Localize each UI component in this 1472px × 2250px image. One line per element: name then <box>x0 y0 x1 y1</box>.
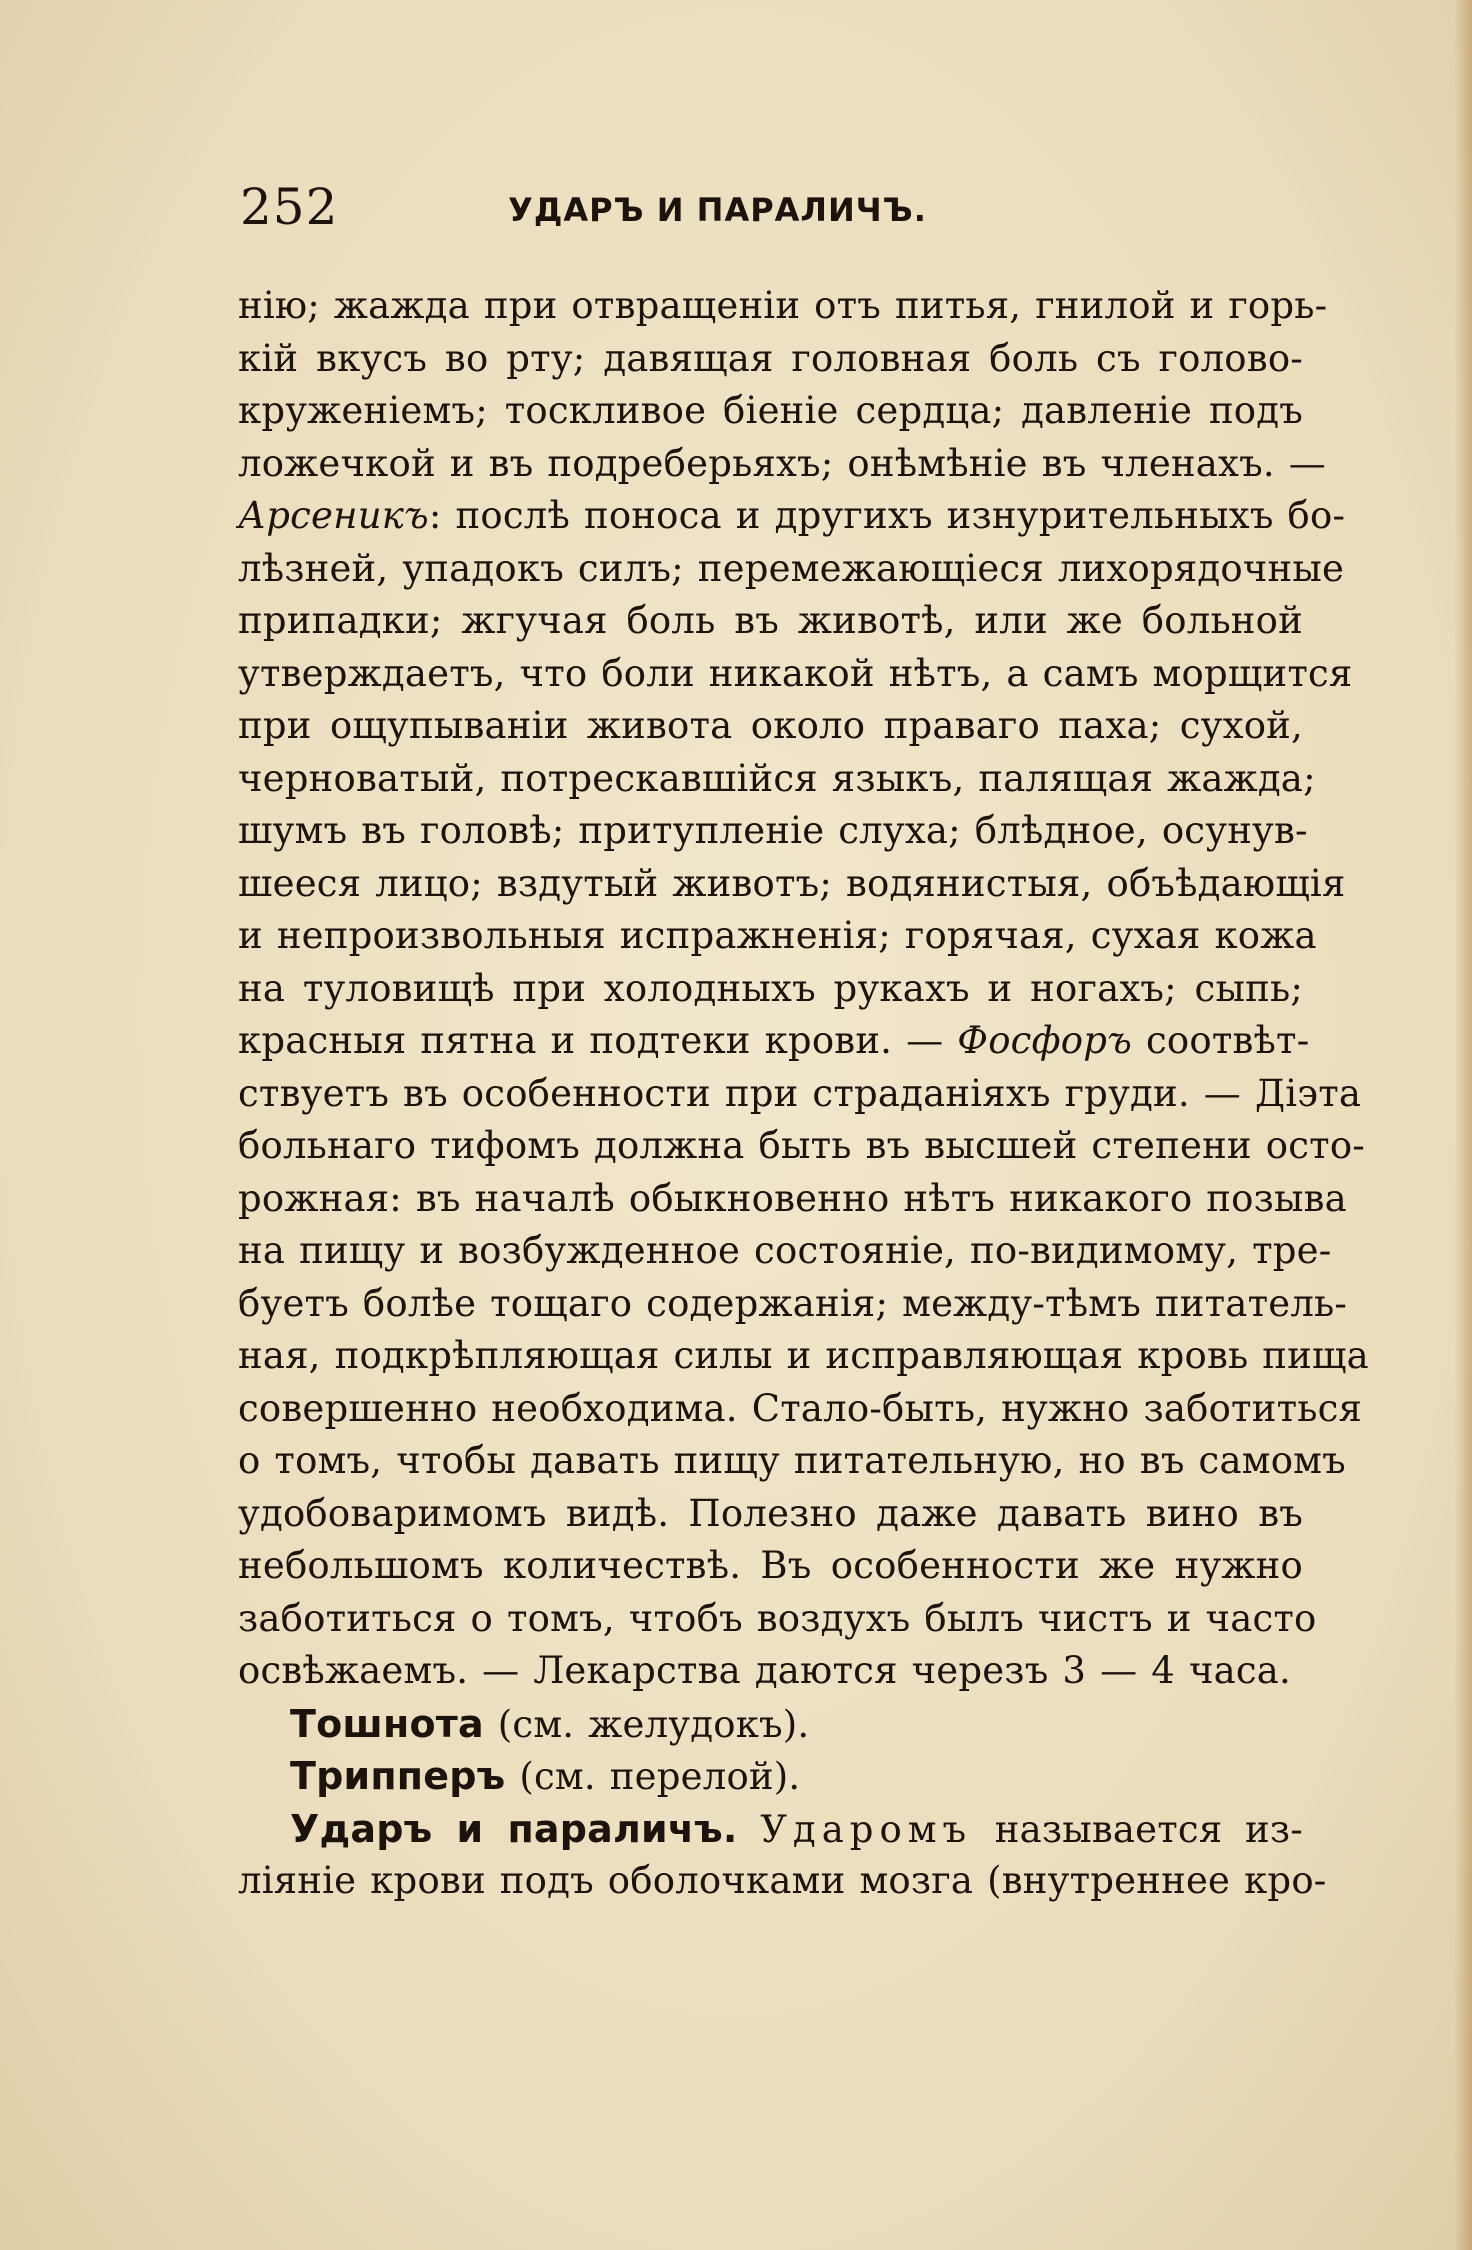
entry-udar: Ударъ и параличъ. Ударомъ называется из- <box>290 1806 1303 1851</box>
text-line: шумъ въ головѣ; притупленіе слуха; блѣдное, осунув- <box>238 809 1308 852</box>
text-line: кій вкусъ во рту; давящая головная боль съ голово- <box>238 336 1303 380</box>
text-line: Арсеникъ: послѣ поноса и другихъ изнурительныхъ бо- <box>238 494 1346 537</box>
page-header <box>240 172 1305 242</box>
text-line: черноватый, потрескавшійся языкъ, палящая жажда; <box>238 756 1316 800</box>
text-line: при ощупываніи живота около праваго паха; сухой, <box>238 704 1303 747</box>
entry-term: Трипперъ <box>290 1754 506 1798</box>
text-line: заботиться о томъ, чтобъ воздухъ былъ чистъ и часто <box>238 1596 1317 1640</box>
running-title: УДАРЪ И ПАРАЛИЧЪ. <box>508 191 927 229</box>
spaced-term: Ударомъ <box>760 1807 973 1851</box>
text-line: припадки; жгучая боль въ животѣ, или же больной <box>238 599 1303 642</box>
text-line: рожная: въ началѣ обыкновенно нѣтъ никакого позыва <box>238 1176 1347 1220</box>
text-line: ліяніе крови подъ оболочками мозга (внутреннее кро- <box>238 1859 1327 1902</box>
text-line: на туловищѣ при холодныхъ рукахъ и ногахъ; сыпь; <box>238 966 1303 1010</box>
text-line: и непроизвольныя испражненія; горячая, сухая кожа <box>238 914 1317 957</box>
text-line: о томъ, чтобы давать пищу питательную, но въ самомъ <box>238 1439 1346 1482</box>
entry-tripper: Трипперъ (см. перелой). <box>290 1754 801 1798</box>
text-body <box>238 280 1369 1908</box>
text-line: буетъ болѣе тощаго содержанія; между-тѣмъ питатель- <box>238 1281 1348 1325</box>
text-line: круженіемъ; тоскливое біеніе сердца; давленіе подъ <box>238 389 1303 432</box>
text-line: ложечкой и въ подреберьяхъ; онѣмѣніе въ членахъ. — <box>238 441 1326 485</box>
remedy-name: Фосфоръ <box>957 1019 1132 1062</box>
entry-term: Тошнота <box>290 1701 484 1746</box>
text-line: нію; жажда при отвращеніи отъ питья, гнилой и горь- <box>238 284 1328 327</box>
text-line: красныя пятна и подтеки крови. — Фосфоръ соотвѣт- <box>238 1019 1310 1062</box>
text-line: небольшомъ количествѣ. Въ особенности же нужно <box>238 1544 1303 1587</box>
text-line: лѣзней, упадокъ силъ; перемежающіеся лихорядочные <box>238 546 1345 590</box>
text-line: освѣжаемъ. — Лекарства даются черезъ 3 — 4 часа. <box>238 1649 1292 1692</box>
text-line: ствуетъ въ особенности при страданіяхъ груди. — Діэта <box>238 1071 1362 1115</box>
text-line: ная, подкрѣпляющая силы и исправляющая кровь пища <box>238 1334 1369 1377</box>
remedy-name: Арсеникъ <box>238 494 429 537</box>
entry-toshnota: Тошнота (см. желудокъ). <box>290 1701 810 1746</box>
text-line: удобоваримомъ видѣ. Полезно даже давать вино въ <box>238 1491 1303 1535</box>
text-line: шееся лицо; вздутый животъ; водянистыя, объѣдающія <box>238 861 1346 905</box>
text-line: совершенно необходима. Стало-быть, нужно заботиться <box>238 1386 1363 1430</box>
entry-term: Ударъ и параличъ. <box>290 1806 738 1851</box>
text-line: на пищу и возбужденное состояніе, по-видимому, тре- <box>238 1229 1332 1272</box>
page-number: 252 <box>240 178 339 236</box>
text-line: утверждаетъ, что боли никакой нѣтъ, а самъ морщится <box>238 651 1353 695</box>
text-line: больнаго тифомъ должна быть въ высшей степени осто- <box>238 1124 1365 1167</box>
